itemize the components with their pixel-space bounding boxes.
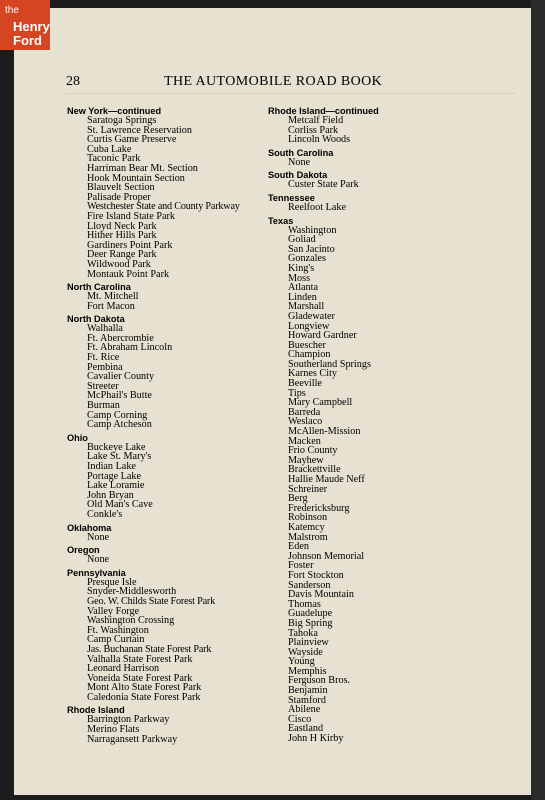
state-heading: Pennsylvania (67, 567, 126, 578)
park-entry: Gonzales (288, 253, 326, 265)
state-section (268, 216, 468, 744)
park-entry: Karnes City (288, 368, 337, 380)
park-entry: Reelfoot Lake (288, 201, 346, 213)
park-entry: Ft. Rice (87, 352, 120, 364)
state-heading: Ohio (67, 432, 88, 443)
park-entry: Geo. W. Childs State Forest Park (87, 595, 216, 607)
park-entry: Jas. Buchanan State Forest Park (87, 643, 212, 655)
park-entry: Brackettville (288, 464, 341, 476)
park-entry: Pembina (87, 361, 123, 373)
park-entry: Berg (288, 493, 308, 505)
park-entry: McPhail's Butte (87, 390, 152, 402)
park-entry: Plainview (288, 637, 329, 649)
park-entry: Lake St. Mary's (87, 451, 152, 463)
park-entry: Walhalla (87, 323, 123, 335)
park-entry: Longview (288, 320, 330, 332)
state-heading: Rhode Island—continued (268, 106, 379, 116)
park-entry: Wildwood Park (87, 258, 151, 270)
park-entry: Guadelupe (288, 608, 333, 620)
park-entry: Ferguson Bros. (288, 675, 351, 687)
state-section (67, 523, 267, 543)
state-heading: Texas (268, 215, 294, 226)
park-entry: Buckeye Lake (87, 441, 146, 453)
park-entry: Caledonia State Forest Park (87, 691, 201, 703)
park-entry: Valhalla State Forest Park (87, 653, 193, 665)
park-entry: Frio County (288, 445, 338, 457)
park-entry: Cuba Lake (87, 143, 132, 155)
park-entry: Cavalier County (87, 371, 155, 383)
park-entry: Southerland Springs (288, 358, 371, 370)
park-entry: Mayhew (288, 454, 324, 466)
park-entry: Barreda (288, 406, 321, 418)
park-entry: Lloyd Neck Park (87, 220, 157, 232)
park-entry: Marshall (288, 301, 325, 313)
park-entry: Young (288, 656, 315, 668)
park-entry: Hallie Maude Neff (288, 474, 365, 485)
park-entry: None (87, 554, 110, 566)
park-entry: John H Kirby (288, 733, 344, 745)
park-entry: Malstrom (288, 531, 328, 543)
park-entry: Stamford (288, 694, 326, 706)
park-entry: Robinson (288, 512, 328, 524)
park-entry: Streeter (87, 380, 119, 392)
park-entry: Burman (87, 400, 120, 412)
park-entry: Foster (288, 560, 314, 572)
state-section (67, 433, 267, 520)
park-entry: Goliad (288, 234, 316, 246)
park-entry: Wayside (288, 646, 323, 658)
park-entry: Merino Flats (87, 724, 140, 736)
state-heading: Oklahoma (67, 522, 112, 533)
park-entry: McAllen-Mission (288, 426, 361, 438)
park-entry: Sanderson (288, 579, 331, 591)
park-entry: Macken (288, 435, 321, 447)
park-entry: Barrington Parkway (87, 714, 170, 726)
state-section (67, 568, 267, 703)
henry-ford-logo (0, 0, 50, 50)
park-entry: Westchester State and County Parkway (87, 201, 240, 213)
park-entry: Camp Corning (87, 409, 148, 421)
page-header (66, 74, 516, 90)
park-entry: Valley Forge (87, 605, 140, 617)
park-entry: Mont Alto State Forest Park (87, 682, 202, 694)
park-entry: Narragansett Parkway (87, 733, 178, 745)
park-entry: Weslaco (288, 416, 323, 428)
park-entry: Lincoln Woods (288, 134, 351, 146)
state-section (67, 282, 267, 311)
park-entry: Presque Isle (87, 576, 137, 588)
park-entry: Indian Lake (87, 461, 136, 472)
park-entry: Saratoga Springs (87, 115, 157, 126)
park-entry: Corliss Park (288, 124, 339, 136)
park-entry: Eden (288, 541, 309, 553)
park-entry: Taconic Park (87, 153, 141, 165)
park-entry: Voneida State Forest Park (87, 672, 193, 684)
park-entry: Portage Lake (87, 470, 142, 482)
state-section (268, 106, 468, 145)
page-number: 28 (66, 74, 80, 89)
logo-line-1: the (5, 5, 19, 16)
park-entry: Fredericksburg (288, 502, 350, 514)
state-heading: South Carolina (268, 147, 334, 158)
state-section (67, 314, 267, 430)
park-entry: Washington (288, 224, 337, 236)
park-entry: Memphis (288, 665, 327, 677)
state-heading: South Dakota (268, 170, 328, 181)
state-section (268, 170, 468, 190)
state-heading: North Carolina (67, 282, 131, 293)
state-heading: Rhode Island (67, 705, 125, 716)
park-entry: Washington Crossing (87, 615, 175, 627)
park-entry: Mary Campbell (288, 397, 353, 409)
park-entry: Thomas (288, 598, 321, 610)
state-section (67, 545, 267, 565)
park-entry: Davis Mountain (288, 589, 354, 601)
park-entry: None (87, 531, 110, 543)
park-entry: Montauk Point Park (87, 268, 170, 280)
park-entry: Johnson Memorial (288, 550, 365, 562)
park-entry: Leonard Harrison (87, 663, 160, 675)
park-entry: Blauvelt Section (87, 182, 155, 194)
state-heading: North Dakota (67, 314, 125, 325)
park-entry: Howard Gardner (288, 330, 357, 342)
park-entry: Hook Mountain Section (87, 172, 185, 184)
park-entry: Palisade Proper (87, 191, 151, 203)
park-entry: Schreiner (288, 483, 328, 495)
park-entry: John Bryan (87, 489, 134, 501)
park-entry: Curtis Game Preserve (87, 134, 177, 146)
logo-line-3: Ford (13, 33, 42, 48)
park-entry: Tahoka (288, 627, 318, 639)
park-entry: Ft. Abercrombie (87, 332, 154, 344)
park-entry: Linden (288, 291, 317, 303)
park-entry: Ft. Abraham Lincoln (87, 342, 173, 354)
state-section (268, 193, 468, 213)
park-entry: Champion (288, 349, 331, 361)
running-title: THE AUTOMOBILE ROAD BOOK (164, 74, 383, 89)
state-heading: New York—continued (67, 106, 162, 116)
state-heading: Tennessee (268, 192, 315, 203)
park-entry: Buescher (288, 339, 326, 351)
park-entry: Fort Macon (87, 300, 135, 312)
park-entry: Old Man's Cave (87, 499, 153, 511)
state-section (67, 705, 267, 744)
park-entry: Abilene (288, 704, 321, 716)
park-entry: Metcalf Field (288, 115, 344, 126)
park-entry: Gardiners Point Park (87, 239, 173, 251)
park-entry: Camp Curtain (87, 634, 145, 646)
park-entry: Moss (288, 272, 311, 284)
park-entry: Conkle's (87, 508, 123, 520)
facing-page-edge (531, 0, 545, 800)
park-entry: Lake Loramie (87, 480, 145, 492)
right-column (268, 106, 468, 744)
park-entry: None (288, 156, 311, 168)
park-entry: Big Spring (288, 617, 333, 629)
park-entry: Deer Range Park (87, 249, 157, 261)
park-entry: Tips (288, 387, 306, 399)
left-column (67, 106, 267, 744)
state-section (67, 106, 267, 279)
park-entry: Fort Stockton (288, 569, 344, 581)
park-entry: Beeville (288, 378, 322, 390)
park-entry: Mt. Mitchell (87, 291, 139, 303)
park-entry: Hither Hills Park (87, 230, 157, 242)
state-section (268, 148, 468, 168)
park-entry: Cisco (288, 713, 312, 725)
park-entry: Custer State Park (288, 179, 359, 191)
park-entry: Eastland (288, 723, 324, 735)
state-heading: Oregon (67, 545, 100, 556)
park-entry: Harriman Bear Mt. Section (87, 162, 198, 174)
park-entry: Snyder-Middlesworth (87, 586, 177, 598)
park-entry: Camp Atcheson (87, 419, 152, 431)
park-entry: King's (288, 262, 315, 274)
park-entry: Ft. Washington (87, 624, 149, 636)
park-entry: Gladewater (288, 310, 335, 322)
park-entry: Benjamin (288, 685, 328, 697)
park-entry: San Jacinto (288, 243, 335, 255)
logo-line-2: Henry (13, 19, 50, 34)
park-entry: Fire Island State Park (87, 210, 175, 222)
park-entry: Katemcy (288, 521, 325, 533)
park-entry: Atlanta (288, 282, 318, 294)
header-rule (66, 93, 516, 94)
park-entry: St. Lawrence Reservation (87, 124, 192, 136)
